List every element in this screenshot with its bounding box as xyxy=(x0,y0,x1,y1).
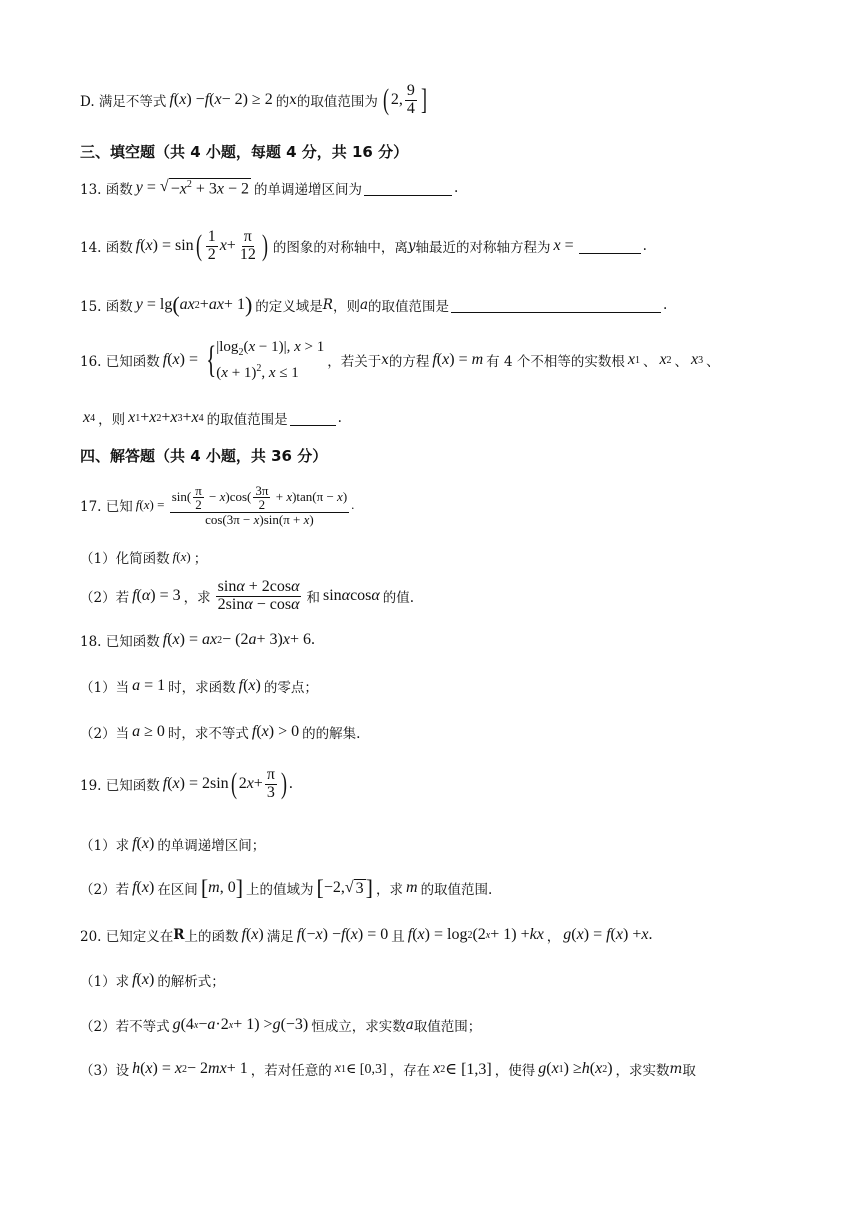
math-piecewise-function: f ( x ) = { $|\log_2(x - 1)|$, x > 1 $(x + 1)^2$, x ≤ 1 xyxy=(162,339,325,381)
math-interval: ( 2, $\frac{9}{4}$ ] xyxy=(382,81,427,117)
math-inequality: f ( x ) − f ( x − 2) ≥ 2 xyxy=(169,91,273,108)
question-20: 20. 已知定义在 R 上的函数 f ( x ) 满足 f (− x ) − f ( x ) = 0 且 f ( x ) = log 2 (2 x + 1) + kx ， g ( x ) = f ( x ) + x . xyxy=(80,926,653,945)
section-heading-fill-in: 三、填空题（共 4 小题，每题 4 分，共 16 分） xyxy=(80,142,409,161)
math-function: f ( x ) = sin ( $\frac{1}{2}$ x + $\frac{\pi}{12}$ ) xyxy=(135,227,268,263)
math-function: f ( x ) = 2sin ( 2 x + $\frac{\pi}{3}$ ) . xyxy=(162,765,293,801)
question-16-cont: x 4 ，则 x 1 + x 2 + x 3 + x 4 的取值范围是 . xyxy=(83,409,342,428)
option-d-label: D. 满足不等式 xyxy=(80,94,167,110)
question-20-part3: （3）设 h ( x ) = x 2 − 2 mx + 1 ，若对任意的 x 1 ∈ [0,3] ，存在 x 2 ∈ [1,3] ，使得 g ( x 1 ) ≥ h ( x 2 ) ，求实数 m 取 xyxy=(80,1060,696,1079)
question-19: 19. 已知函数 f ( x ) = 2sin ( 2 x + $\frac{\pi}{3}$ ) . xyxy=(80,765,293,801)
math-function: f ( x ) = ax 2 − (2 a + 3) x + 6. xyxy=(162,631,315,648)
option-d: D. 满足不等式 f ( x ) − f ( x − 2) ≥ 2 的 x 的取值范围为 ( 2, $\frac{9}{4}$ ] xyxy=(80,81,427,117)
question-17-part1: （1）化简函数 f ( x ) ； xyxy=(80,549,208,567)
question-20-part1: （1）求 f ( x ) 的解析式； xyxy=(80,971,225,990)
math-function: y = √ $-x^2 + 3x - 2$ xyxy=(135,177,249,198)
answer-blank[interactable] xyxy=(364,181,452,196)
question-19-part2: （2）若 f ( x ) 在区间 [ m , 0 ] 上的值域为 [ −2, √ 3 ] ，求 m 的取值范围. xyxy=(80,875,493,900)
question-18-part2: （2）当 a ≥ 0 时，求不等式 f ( x ) > 0 的的解集. xyxy=(80,723,361,742)
question-17-part2: （2）若 f ( α ) = 3 ，求 $\frac{\sin\alpha + 2\cos\alpha}{2\sin\alpha - \cos\alpha}$ 和 sin α cos α 的值. xyxy=(80,577,415,613)
answer-blank[interactable] xyxy=(579,239,641,254)
question-18-part1: （1）当 a = 1 时，求函数 f ( x ) 的零点； xyxy=(80,677,318,696)
math-function: y = lg ( ax 2 + ax + 1 ) xyxy=(135,292,253,317)
question-18: 18. 已知函数 f ( x ) = ax 2 − (2 a + 3) x + 6. xyxy=(80,631,315,650)
answer-blank[interactable] xyxy=(290,411,336,426)
math-definition: f ( x ) = sin( $\frac{\pi}{2}$ − x)cos( $\frac{3\pi}{2}$ + x)tan(π − x) cos(3π − x)sin(π + x) . xyxy=(135,482,355,527)
question-14: 14. 函数 f ( x ) = sin ( $\frac{1}{2}$ x + $\frac{\pi}{12}$ ) 的图象的对称轴中，离 y 轴最近的对称轴方程为 x = . xyxy=(80,227,647,263)
question-13: 13. 函数 y = √ $-x^2 + 3x - 2$ 的单调递增区间为 . xyxy=(80,177,459,198)
answer-blank[interactable] xyxy=(451,298,661,313)
section-heading-solutions: 四、解答题（共 4 小题，共 36 分） xyxy=(80,446,328,465)
question-20-part2: （2）若不等式 g (4 x − a ·2 x + 1) > g (−3) 恒成立，求实数 a 取值范围； xyxy=(80,1016,482,1035)
question-15: 15. 函数 y = lg ( ax 2 + ax + 1 ) 的定义域是 R ，则 a 的取值范围是 . xyxy=(80,292,668,317)
question-17: 17. 已知 f ( x ) = sin( $\frac{\pi}{2}$ − x)cos( $\frac{3\pi}{2}$ + x)tan(π − x) cos(3π − x)sin(π + x) . xyxy=(80,482,355,527)
question-16: 16. 已知函数 f ( x ) = { $|\log_2(x - 1)|$, x > 1 $(x + 1)^2$, x ≤ 1 ，若关于 x 的方程 f ( x ) = m 有 4 个不相等的实数根 x 1 、 x 2 、 x 3 、 xyxy=(80,336,800,384)
question-19-part1: （1）求 f ( x ) 的单调递增区间； xyxy=(80,835,266,854)
